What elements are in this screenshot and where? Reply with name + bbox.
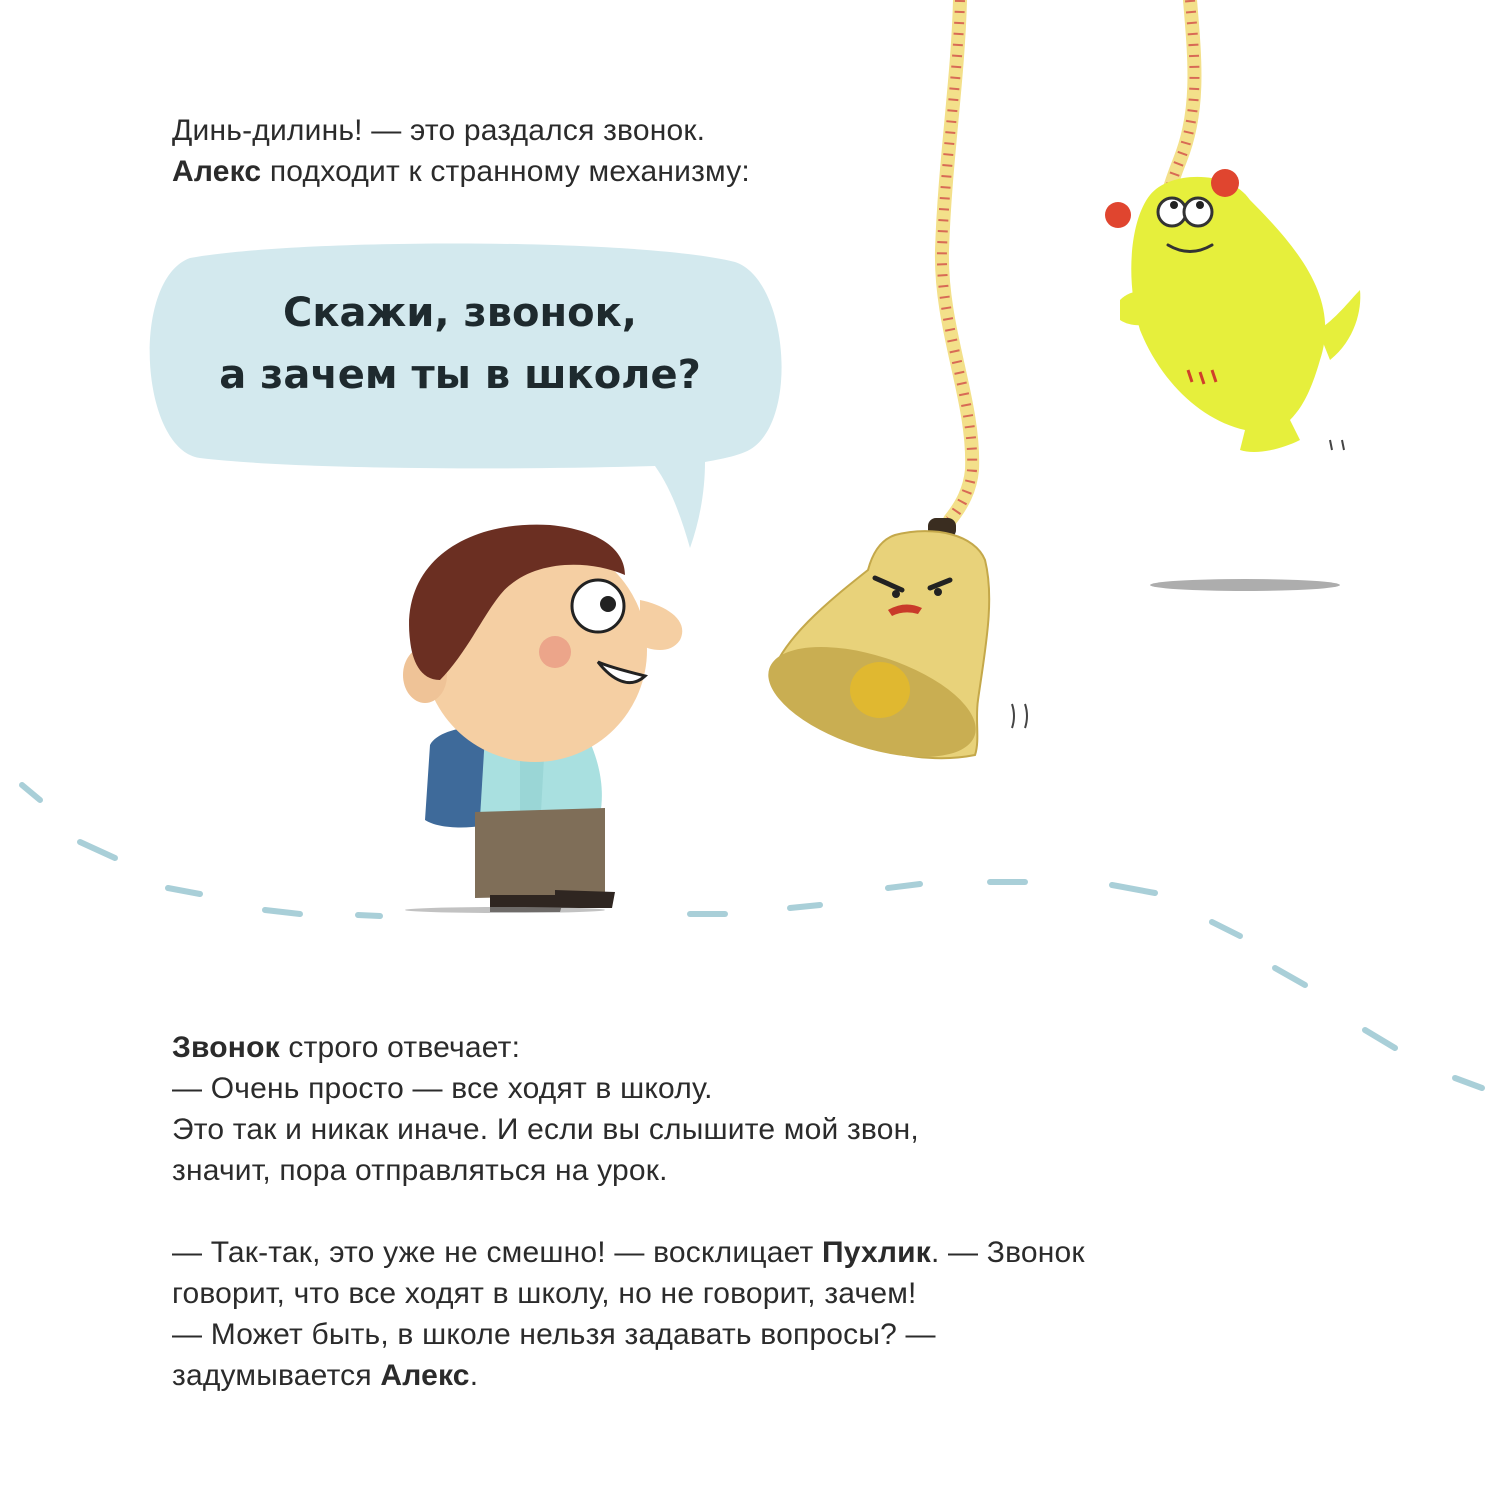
bell-rope — [942, 0, 972, 520]
intro-line-2-rest: подходит к странному механизму: — [261, 155, 750, 188]
character-name-alex: Алекс — [172, 155, 262, 188]
story-line-8-end: . — [469, 1359, 479, 1392]
story-line-8-start: задумывается — [172, 1359, 381, 1392]
story-line-3: Это так и никак иначе. И если вы слышите мой звон, — [172, 1113, 919, 1146]
story-line-1-rest: строго отвечает: — [279, 1031, 521, 1064]
paragraph-gap — [172, 1191, 1085, 1232]
monster-shadow — [1150, 579, 1340, 591]
character-name-pukhlik: Пухлик — [821, 1236, 931, 1269]
bell-zvonok — [755, 518, 1027, 779]
character-name-zvonok: Звонок — [172, 1031, 280, 1064]
story-line-8 — [172, 1355, 1085, 1396]
monster-pukhlik — [1105, 169, 1360, 453]
bubble-line-2: а зачем ты в школе? — [219, 352, 701, 398]
story-line-5-start: — Так-так, это уже не смешно! — восклицает — [172, 1236, 822, 1269]
story-narration — [172, 1027, 1085, 1396]
bubble-line-1: Скажи, звонок, — [283, 290, 637, 336]
intro-narration — [172, 110, 750, 192]
intro-line-1: Динь-дилинь! — это раздался звонок. — [172, 114, 706, 147]
boy-alex — [403, 525, 682, 913]
story-line-5-end: . — Звонок — [930, 1236, 1085, 1269]
story-line-4: значит, пора отправляться на урок. — [172, 1154, 668, 1187]
story-line-7: — Может быть, в школе нельзя задавать вопросы? — — [172, 1318, 936, 1351]
intro-line-2 — [172, 151, 750, 192]
story-line-6: говорит, что все ходят в школу, но не говорит, зачем! — [172, 1277, 917, 1310]
story-line-5 — [172, 1232, 1085, 1273]
story-line-1 — [172, 1027, 1085, 1068]
speech-bubble-text — [150, 282, 770, 406]
character-name-alex-2: Алекс — [380, 1359, 470, 1392]
story-line-2: — Очень просто — все ходят в школу. — [172, 1072, 713, 1105]
